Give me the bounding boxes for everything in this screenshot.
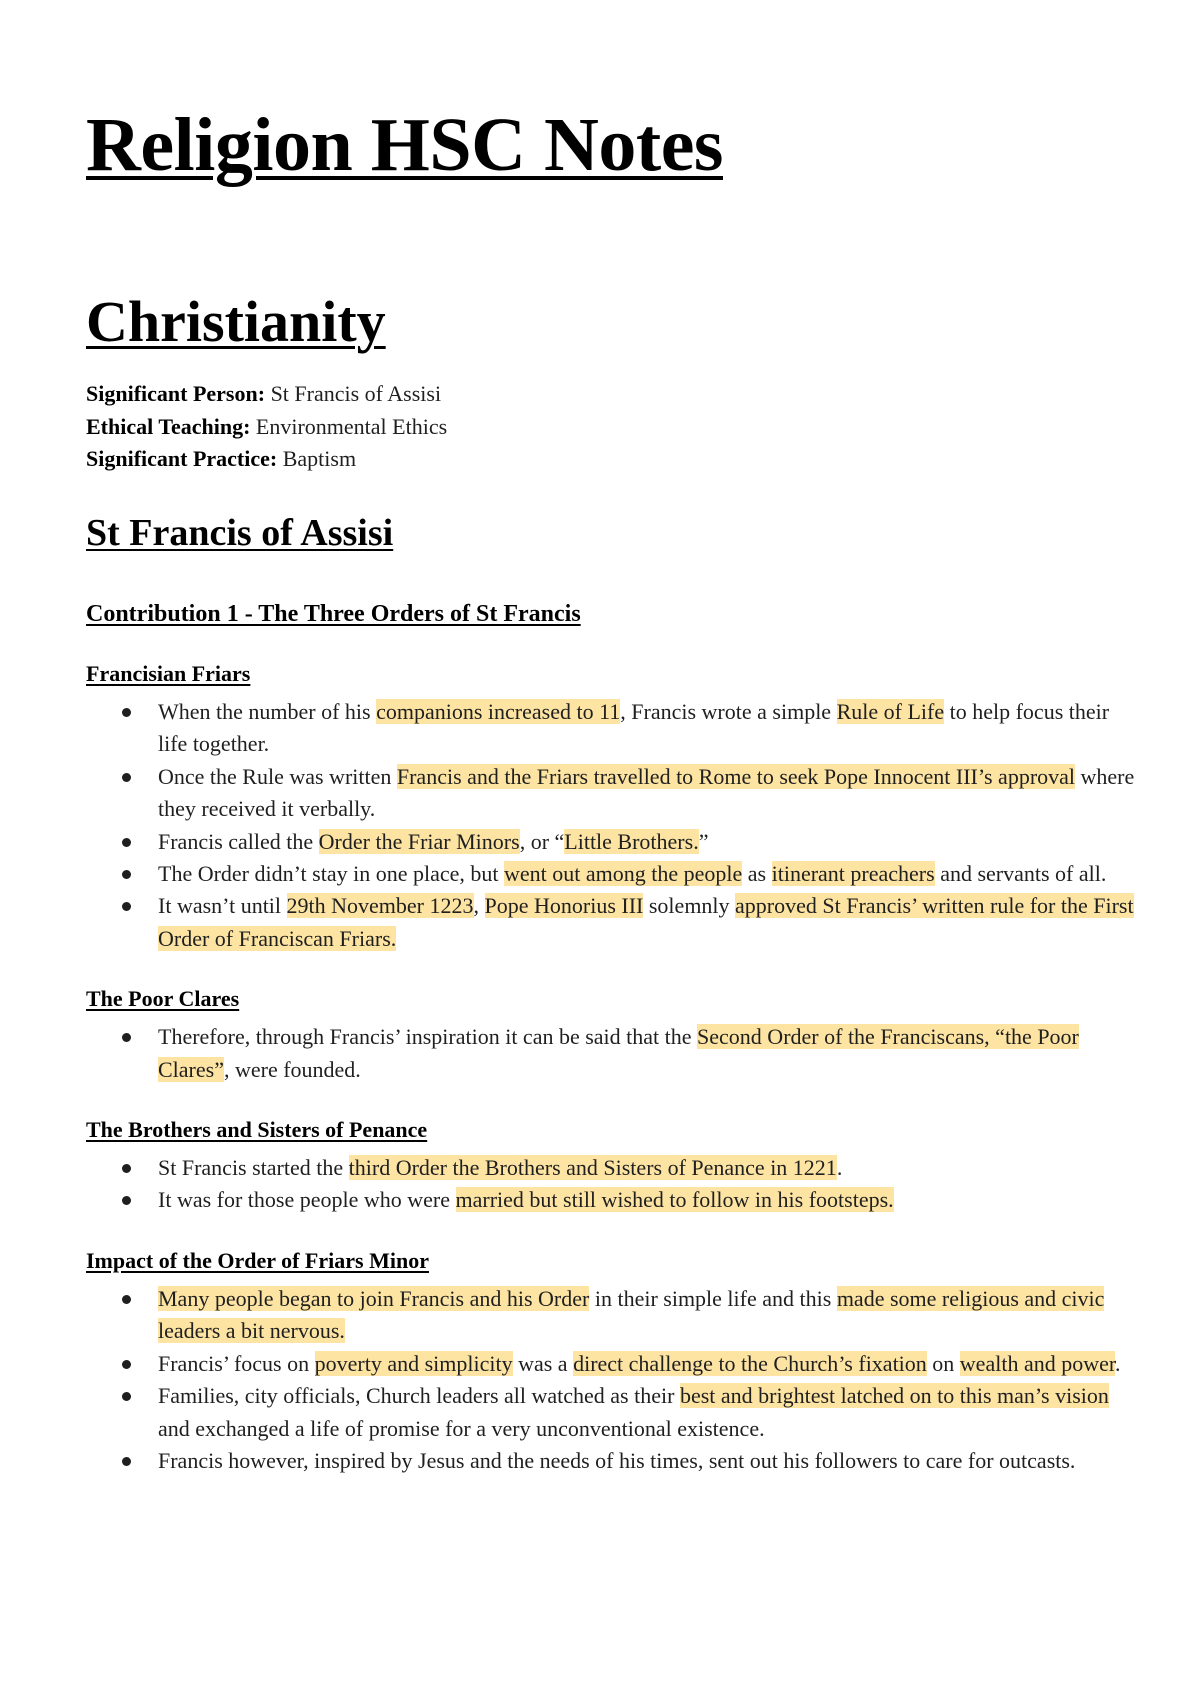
- summary-block: [86, 378, 447, 476]
- bullet-text: where they received it verbally.: [158, 763, 1135, 822]
- document-title: Religion HSC Notes: [86, 103, 723, 187]
- summary-value: Environmental Ethics: [250, 413, 448, 439]
- bullet-text: solemnly: [643, 893, 736, 919]
- notes-section: [86, 1114, 1140, 1245]
- highlighted-text: third Order the Brothers and Sisters of Penance in 1221: [348, 1155, 837, 1181]
- bullet-item: [158, 890, 1140, 955]
- section-heading: The Brothers and Sisters of Penance: [86, 1117, 428, 1143]
- bullet-text: .: [1114, 1350, 1121, 1376]
- bullet-text: ,: [473, 893, 485, 919]
- highlighted-text: poverty and simplicity: [314, 1350, 513, 1376]
- bullet-text: , or “: [519, 828, 565, 854]
- summary-label: Ethical Teaching:: [86, 413, 251, 439]
- bullet-text: as: [742, 861, 772, 887]
- bullet-item: [158, 1152, 1140, 1184]
- bullet-text: ”: [698, 828, 709, 854]
- highlighted-text: Order the Friar Minors: [318, 828, 520, 854]
- notes-section: [86, 983, 1140, 1114]
- bullet-text: Families, city officials, Church leaders all watched as their: [158, 1383, 680, 1409]
- highlighted-text: Pope Honorius III: [484, 893, 644, 919]
- bullet-item: [158, 1348, 1140, 1380]
- bullet-list: [86, 1152, 1140, 1217]
- religion-heading: Christianity: [86, 289, 386, 354]
- bullet-text: Francis however, inspired by Jesus and the needs of his times, sent out his followers to care for outcasts.: [158, 1447, 1076, 1473]
- bullet-item: [158, 696, 1140, 761]
- highlighted-text: approved St Francis’ written rule for the First Order of Franciscan Friars.: [158, 893, 1134, 951]
- summary-row: [86, 411, 447, 444]
- summary-label: Significant Person:: [86, 381, 266, 406]
- bullet-text: on: [926, 1350, 960, 1376]
- notes-content: [86, 598, 1140, 1477]
- bullet-list: [86, 1021, 1140, 1086]
- bullet-text: Therefore, through Francis’ inspiration it can be said that the: [158, 1024, 698, 1050]
- bullet-text: It was for those people who were: [158, 1187, 456, 1213]
- person-heading: St Francis of Assisi: [86, 512, 394, 554]
- bullet-item: [158, 1380, 1140, 1445]
- highlighted-text: Many people began to join Francis and his Order: [158, 1285, 590, 1311]
- summary-value: Baptism: [277, 446, 357, 471]
- bullet-text: and servants of all.: [934, 861, 1107, 887]
- summary-row: [86, 378, 447, 411]
- highlighted-text: went out among the people: [504, 861, 743, 887]
- bullet-list: [86, 1283, 1140, 1477]
- highlighted-text: Francis and the Friars travelled to Rome to seek Pope Innocent III’s approval: [396, 763, 1076, 789]
- section-heading: The Poor Clares: [86, 986, 240, 1012]
- bullet-text: It wasn’t until: [158, 893, 287, 919]
- highlighted-text: married but still wished to follow in his footsteps.: [455, 1187, 894, 1213]
- section-heading: Impact of the Order of Friars Minor: [86, 1247, 429, 1273]
- bullet-item: [158, 761, 1140, 826]
- bullet-item: [158, 1021, 1140, 1086]
- bullet-text: and exchanged a life of promise for a very unconventional existence.: [158, 1415, 765, 1441]
- bullet-item: [158, 1184, 1140, 1216]
- highlighted-text: Little Brothers.: [564, 828, 699, 854]
- notes-section: [86, 1245, 1140, 1477]
- bullet-text: The Order didn’t stay in one place, but: [158, 861, 504, 887]
- contribution-heading: Contribution 1 - The Three Orders of St Francis: [86, 601, 581, 627]
- bullet-item: [158, 826, 1140, 858]
- bullet-text: Once the Rule was written: [158, 763, 397, 789]
- sections-container: [86, 658, 1140, 1477]
- bullet-text: , Francis wrote a simple: [620, 699, 837, 724]
- highlighted-text: Rule of Life: [836, 699, 945, 724]
- highlighted-text: 29th November 1223: [286, 893, 474, 919]
- bullet-text: .: [836, 1155, 843, 1181]
- bullet-list: [86, 696, 1140, 955]
- highlighted-text: Second Order of the Franciscans, “the Poor Clares”: [158, 1024, 1079, 1082]
- bullet-text: Francis called the: [158, 828, 319, 854]
- bullet-text: in their simple life and this: [589, 1285, 837, 1311]
- bullet-text: was a: [512, 1350, 574, 1376]
- bullet-text: St Francis started the: [158, 1155, 349, 1181]
- notes-section: [86, 658, 1140, 983]
- highlighted-text: itinerant preachers: [771, 861, 935, 887]
- bullet-text: to help focus their life together.: [158, 699, 1110, 757]
- highlighted-text: made some religious and civic leaders a bit nervous.: [158, 1285, 1105, 1344]
- bullet-text: , were founded.: [223, 1056, 361, 1082]
- summary-label: Significant Practice:: [86, 446, 278, 471]
- highlighted-text: companions increased to 11: [376, 699, 621, 724]
- bullet-text: Francis’ focus on: [158, 1350, 315, 1376]
- summary-value: St Francis of Assisi: [265, 381, 442, 406]
- highlighted-text: direct challenge to the Church’s fixation: [573, 1350, 927, 1376]
- bullet-item: [158, 858, 1140, 890]
- section-heading: Francisian Friars: [86, 661, 251, 686]
- bullet-text: When the number of his: [158, 699, 377, 724]
- highlighted-text: wealth and power: [959, 1350, 1115, 1376]
- bullet-item: [158, 1445, 1140, 1477]
- summary-row: [86, 443, 447, 476]
- highlighted-text: best and brightest latched on to this man’s vision: [679, 1383, 1109, 1409]
- bullet-item: [158, 1283, 1140, 1348]
